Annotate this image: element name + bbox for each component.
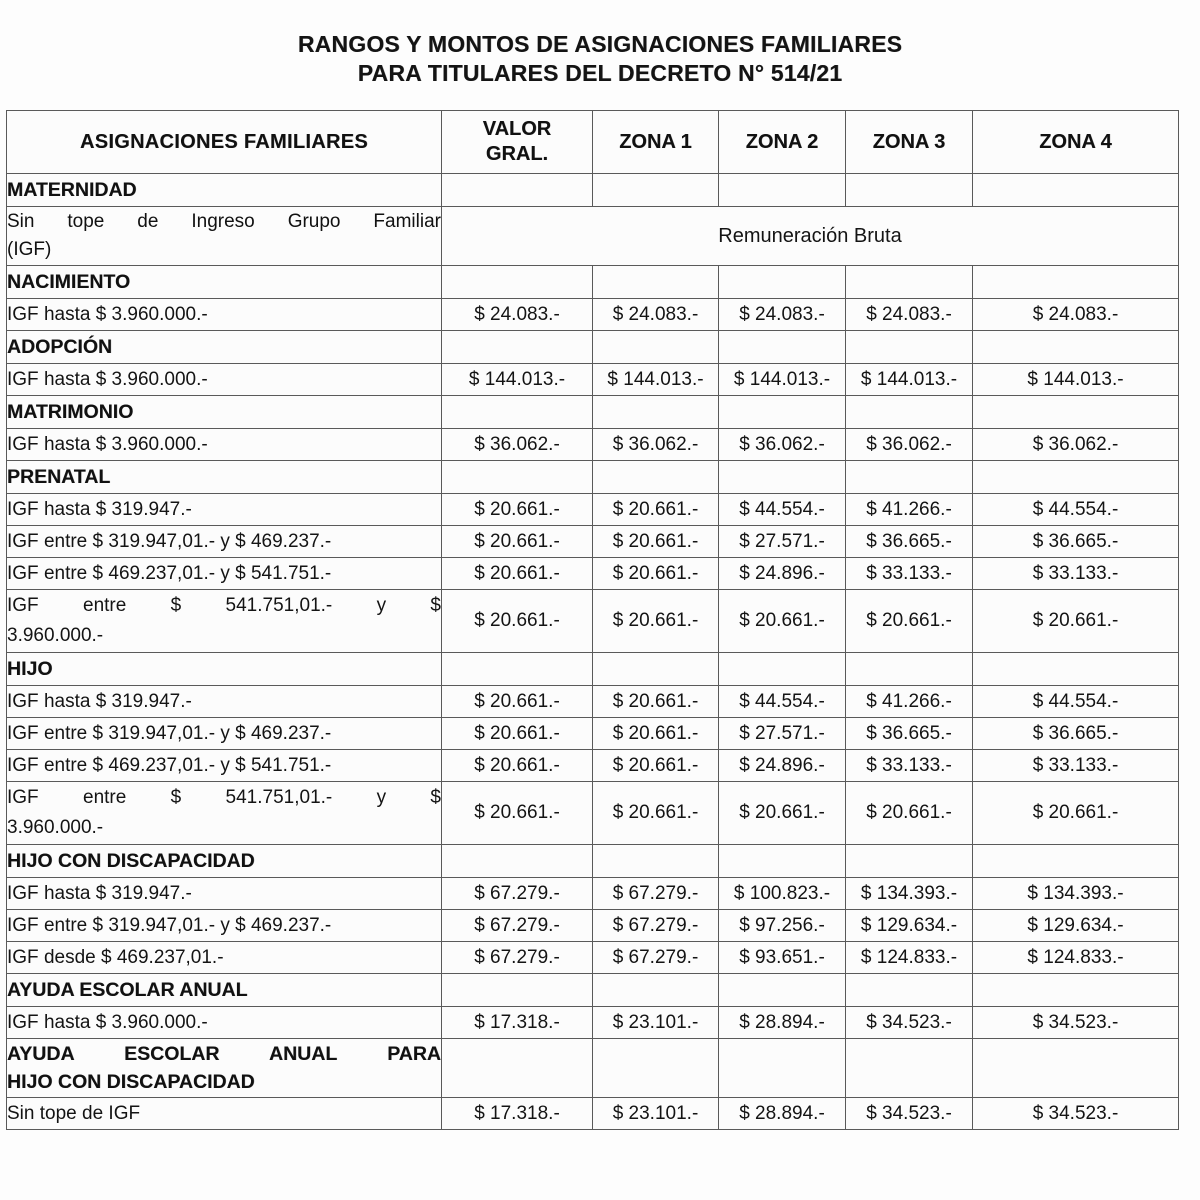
empty-cell	[442, 174, 593, 207]
cell-zona-2: $ 27.571.-	[719, 526, 846, 558]
cell-zona-2: $ 20.661.-	[719, 782, 846, 845]
cell-remuneracion-bruta: Remuneración Bruta	[442, 207, 1179, 266]
cell-valor-gral: $ 20.661.-	[442, 526, 593, 558]
hijo-4-line1: IGF entre $ 541.751,01.- y $	[7, 787, 441, 808]
cell-zona-4: $ 34.523.-	[973, 1098, 1179, 1130]
table-row	[7, 878, 1179, 910]
cell-valor-gral: $ 144.013.-	[442, 364, 593, 396]
section-row-maternidad	[7, 174, 1179, 207]
maternidad-range-line2: (IGF)	[7, 239, 52, 260]
cell-valor-gral: $ 20.661.-	[442, 718, 593, 750]
header-zona-4: ZONA 4	[973, 111, 1179, 174]
empty-cell	[973, 653, 1179, 686]
empty-cell	[593, 461, 719, 494]
empty-cell	[973, 396, 1179, 429]
cell-zona-4: $ 129.634.-	[973, 910, 1179, 942]
cell-zona-4: $ 44.554.-	[973, 494, 1179, 526]
row-label-matrimonio: IGF hasta $ 3.960.000.-	[7, 429, 442, 461]
cell-zona-2: $ 144.013.-	[719, 364, 846, 396]
table-row	[7, 718, 1179, 750]
empty-cell	[593, 174, 719, 207]
ayuda-esc-disc-line1: AYUDA ESCOLAR ANUAL PARA	[7, 1043, 441, 1065]
cell-zona-1: $ 24.083.-	[593, 299, 719, 331]
empty-cell	[442, 1039, 593, 1098]
cell-zona-2: $ 28.894.-	[719, 1007, 846, 1039]
cell-zona-4: $ 44.554.-	[973, 686, 1179, 718]
title-line-1: RANGOS Y MONTOS DE ASIGNACIONES FAMILIARES	[297, 31, 903, 57]
family-allowances-table	[6, 110, 1179, 1130]
table-row	[7, 782, 1179, 845]
cell-zona-1: $ 20.661.-	[593, 494, 719, 526]
cell-zona-4: $ 134.393.-	[973, 878, 1179, 910]
section-title-ayuda-escolar: AYUDA ESCOLAR ANUAL	[7, 974, 442, 1007]
empty-cell	[719, 653, 846, 686]
empty-cell	[593, 1039, 719, 1098]
empty-cell	[719, 1039, 846, 1098]
empty-cell	[973, 1039, 1179, 1098]
cell-valor-gral: $ 24.083.-	[442, 299, 593, 331]
cell-zona-1: $ 20.661.-	[593, 590, 719, 653]
empty-cell	[719, 845, 846, 878]
cell-valor-gral: $ 20.661.-	[442, 494, 593, 526]
row-label-hijo-disc-1: IGF hasta $ 319.947.-	[7, 878, 442, 910]
section-title-ayuda-escolar-discapacidad	[7, 1039, 442, 1098]
cell-zona-2: $ 24.896.-	[719, 750, 846, 782]
empty-cell	[442, 845, 593, 878]
table-row	[7, 558, 1179, 590]
cell-zona-1: $ 36.062.-	[593, 429, 719, 461]
empty-cell	[973, 845, 1179, 878]
cell-zona-3: $ 124.833.-	[846, 942, 973, 974]
empty-cell	[973, 174, 1179, 207]
cell-zona-2: $ 36.062.-	[719, 429, 846, 461]
section-title-adopcion: ADOPCIÓN	[7, 331, 442, 364]
section-row-matrimonio	[7, 396, 1179, 429]
cell-valor-gral: $ 20.661.-	[442, 558, 593, 590]
section-row-hijo-discapacidad	[7, 845, 1179, 878]
cell-valor-gral: $ 20.661.-	[442, 750, 593, 782]
document-title	[0, 0, 1200, 88]
section-title-hijo-discapacidad: HIJO CON DISCAPACIDAD	[7, 845, 442, 878]
cell-zona-3: $ 20.661.-	[846, 590, 973, 653]
cell-zona-4: $ 36.665.-	[973, 526, 1179, 558]
cell-valor-gral: $ 67.279.-	[442, 878, 593, 910]
cell-zona-2: $ 24.083.-	[719, 299, 846, 331]
prenatal-4-line2: 3.960.000.-	[7, 625, 104, 646]
section-row-prenatal	[7, 461, 1179, 494]
cell-zona-2: $ 44.554.-	[719, 494, 846, 526]
row-label-hijo-disc-3: IGF desde $ 469.237,01.-	[7, 942, 442, 974]
cell-zona-4: $ 144.013.-	[973, 364, 1179, 396]
table-row	[7, 686, 1179, 718]
table-row	[7, 590, 1179, 653]
empty-cell	[593, 653, 719, 686]
empty-cell	[719, 331, 846, 364]
empty-cell	[442, 653, 593, 686]
cell-zona-3: $ 36.062.-	[846, 429, 973, 461]
header-zona-1: ZONA 1	[593, 111, 719, 174]
cell-zona-1: $ 20.661.-	[593, 686, 719, 718]
empty-cell	[846, 461, 973, 494]
empty-cell	[846, 653, 973, 686]
header-asignaciones-familiares: ASIGNACIONES FAMILIARES	[7, 111, 442, 174]
cell-zona-3: $ 33.133.-	[846, 750, 973, 782]
cell-zona-4: $ 124.833.-	[973, 942, 1179, 974]
row-label-hijo-3: IGF entre $ 469.237,01.- y $ 541.751.-	[7, 750, 442, 782]
table-row	[7, 494, 1179, 526]
empty-cell	[593, 266, 719, 299]
table-header-row	[7, 111, 1179, 174]
section-row-nacimiento	[7, 266, 1179, 299]
section-title-nacimiento: NACIMIENTO	[7, 266, 442, 299]
empty-cell	[442, 331, 593, 364]
row-label-prenatal-4	[7, 590, 442, 653]
title-line-2: PARA TITULARES DEL DECRETO N° 514/21	[357, 60, 843, 86]
cell-zona-4: $ 20.661.-	[973, 782, 1179, 845]
section-title-matrimonio: MATRIMONIO	[7, 396, 442, 429]
cell-valor-gral: $ 67.279.-	[442, 942, 593, 974]
cell-zona-2: $ 93.651.-	[719, 942, 846, 974]
empty-cell	[719, 461, 846, 494]
empty-cell	[719, 174, 846, 207]
header-valor-line2: GRAL.	[485, 143, 549, 165]
row-label-hijo-disc-2: IGF entre $ 319.947,01.- y $ 469.237.-	[7, 910, 442, 942]
cell-zona-3: $ 36.665.-	[846, 718, 973, 750]
cell-zona-3: $ 144.013.-	[846, 364, 973, 396]
table-row	[7, 1007, 1179, 1039]
row-label-hijo-4	[7, 782, 442, 845]
cell-zona-2: $ 28.894.-	[719, 1098, 846, 1130]
cell-zona-3: $ 24.083.-	[846, 299, 973, 331]
cell-zona-3: $ 20.661.-	[846, 782, 973, 845]
empty-cell	[973, 461, 1179, 494]
empty-cell	[846, 845, 973, 878]
cell-zona-1: $ 20.661.-	[593, 526, 719, 558]
cell-valor-gral: $ 17.318.-	[442, 1007, 593, 1039]
empty-cell	[442, 266, 593, 299]
empty-cell	[846, 331, 973, 364]
cell-zona-1: $ 144.013.-	[593, 364, 719, 396]
cell-valor-gral: $ 67.279.-	[442, 910, 593, 942]
cell-zona-2: $ 100.823.-	[719, 878, 846, 910]
header-zona-3: ZONA 3	[846, 111, 973, 174]
cell-zona-4: $ 20.661.-	[973, 590, 1179, 653]
row-label-maternidad-sin-tope	[7, 207, 442, 266]
cell-zona-3: $ 41.266.-	[846, 494, 973, 526]
row-label-ayuda-escolar: IGF hasta $ 3.960.000.-	[7, 1007, 442, 1039]
cell-zona-3: $ 129.634.-	[846, 910, 973, 942]
header-zona-2: ZONA 2	[719, 111, 846, 174]
cell-valor-gral: $ 20.661.-	[442, 686, 593, 718]
row-label-nacimiento: IGF hasta $ 3.960.000.-	[7, 299, 442, 331]
cell-valor-gral: $ 17.318.-	[442, 1098, 593, 1130]
cell-zona-4: $ 36.665.-	[973, 718, 1179, 750]
table-row	[7, 750, 1179, 782]
header-valor-line1: VALOR	[482, 118, 552, 140]
empty-cell	[593, 396, 719, 429]
cell-zona-1: $ 67.279.-	[593, 878, 719, 910]
cell-zona-4: $ 34.523.-	[973, 1007, 1179, 1039]
cell-zona-1: $ 20.661.-	[593, 782, 719, 845]
cell-zona-3: $ 34.523.-	[846, 1007, 973, 1039]
cell-valor-gral: $ 36.062.-	[442, 429, 593, 461]
row-label-adopcion: IGF hasta $ 3.960.000.-	[7, 364, 442, 396]
cell-zona-1: $ 20.661.-	[593, 718, 719, 750]
section-row-adopcion	[7, 331, 1179, 364]
empty-cell	[719, 266, 846, 299]
table-row-maternidad-range	[7, 207, 1179, 266]
empty-cell	[719, 396, 846, 429]
ayuda-esc-disc-line2: HIJO CON DISCAPACIDAD	[7, 1071, 255, 1093]
section-title-maternidad: MATERNIDAD	[7, 174, 442, 207]
empty-cell	[442, 396, 593, 429]
prenatal-4-line1: IGF entre $ 541.751,01.- y $	[7, 595, 441, 616]
row-label-prenatal-3: IGF entre $ 469.237,01.- y $ 541.751.-	[7, 558, 442, 590]
empty-cell	[973, 331, 1179, 364]
empty-cell	[973, 266, 1179, 299]
section-row-ayuda-escolar-discapacidad	[7, 1039, 1179, 1098]
cell-zona-2: $ 24.896.-	[719, 558, 846, 590]
empty-cell	[593, 845, 719, 878]
cell-zona-3: $ 34.523.-	[846, 1098, 973, 1130]
empty-cell	[719, 974, 846, 1007]
empty-cell	[593, 331, 719, 364]
maternidad-range-line1: Sin tope de Ingreso Grupo Familiar	[7, 211, 441, 232]
cell-zona-4: $ 33.133.-	[973, 558, 1179, 590]
cell-zona-1: $ 67.279.-	[593, 910, 719, 942]
cell-zona-3: $ 36.665.-	[846, 526, 973, 558]
header-valor-gral	[442, 111, 593, 174]
cell-zona-2: $ 20.661.-	[719, 590, 846, 653]
empty-cell	[442, 461, 593, 494]
cell-zona-4: $ 36.062.-	[973, 429, 1179, 461]
section-title-hijo: HIJO	[7, 653, 442, 686]
cell-zona-1: $ 67.279.-	[593, 942, 719, 974]
cell-zona-4: $ 33.133.-	[973, 750, 1179, 782]
row-label-prenatal-2: IGF entre $ 319.947,01.- y $ 469.237.-	[7, 526, 442, 558]
cell-zona-3: $ 33.133.-	[846, 558, 973, 590]
cell-zona-2: $ 44.554.-	[719, 686, 846, 718]
section-row-hijo	[7, 653, 1179, 686]
section-row-ayuda-escolar	[7, 974, 1179, 1007]
benefits-table-container	[6, 110, 1178, 1130]
row-label-ayuda-escolar-disc: Sin tope de IGF	[7, 1098, 442, 1130]
empty-cell	[846, 396, 973, 429]
cell-zona-4: $ 24.083.-	[973, 299, 1179, 331]
row-label-hijo-1: IGF hasta $ 319.947.-	[7, 686, 442, 718]
cell-valor-gral: $ 20.661.-	[442, 782, 593, 845]
table-row	[7, 429, 1179, 461]
empty-cell	[442, 974, 593, 1007]
section-title-prenatal: PRENATAL	[7, 461, 442, 494]
hijo-4-line2: 3.960.000.-	[7, 817, 104, 838]
cell-zona-1: $ 23.101.-	[593, 1007, 719, 1039]
empty-cell	[846, 174, 973, 207]
empty-cell	[593, 974, 719, 1007]
table-row	[7, 910, 1179, 942]
cell-zona-3: $ 41.266.-	[846, 686, 973, 718]
cell-zona-2: $ 27.571.-	[719, 718, 846, 750]
row-label-hijo-2: IGF entre $ 319.947,01.- y $ 469.237.-	[7, 718, 442, 750]
table-row	[7, 364, 1179, 396]
cell-zona-2: $ 97.256.-	[719, 910, 846, 942]
empty-cell	[846, 974, 973, 1007]
table-row	[7, 526, 1179, 558]
cell-valor-gral: $ 20.661.-	[442, 590, 593, 653]
table-row	[7, 299, 1179, 331]
cell-zona-1: $ 20.661.-	[593, 750, 719, 782]
empty-cell	[973, 974, 1179, 1007]
cell-zona-1: $ 20.661.-	[593, 558, 719, 590]
table-row	[7, 942, 1179, 974]
row-label-prenatal-1: IGF hasta $ 319.947.-	[7, 494, 442, 526]
table-row	[7, 1098, 1179, 1130]
cell-zona-1: $ 23.101.-	[593, 1098, 719, 1130]
empty-cell	[846, 266, 973, 299]
cell-zona-3: $ 134.393.-	[846, 878, 973, 910]
empty-cell	[846, 1039, 973, 1098]
